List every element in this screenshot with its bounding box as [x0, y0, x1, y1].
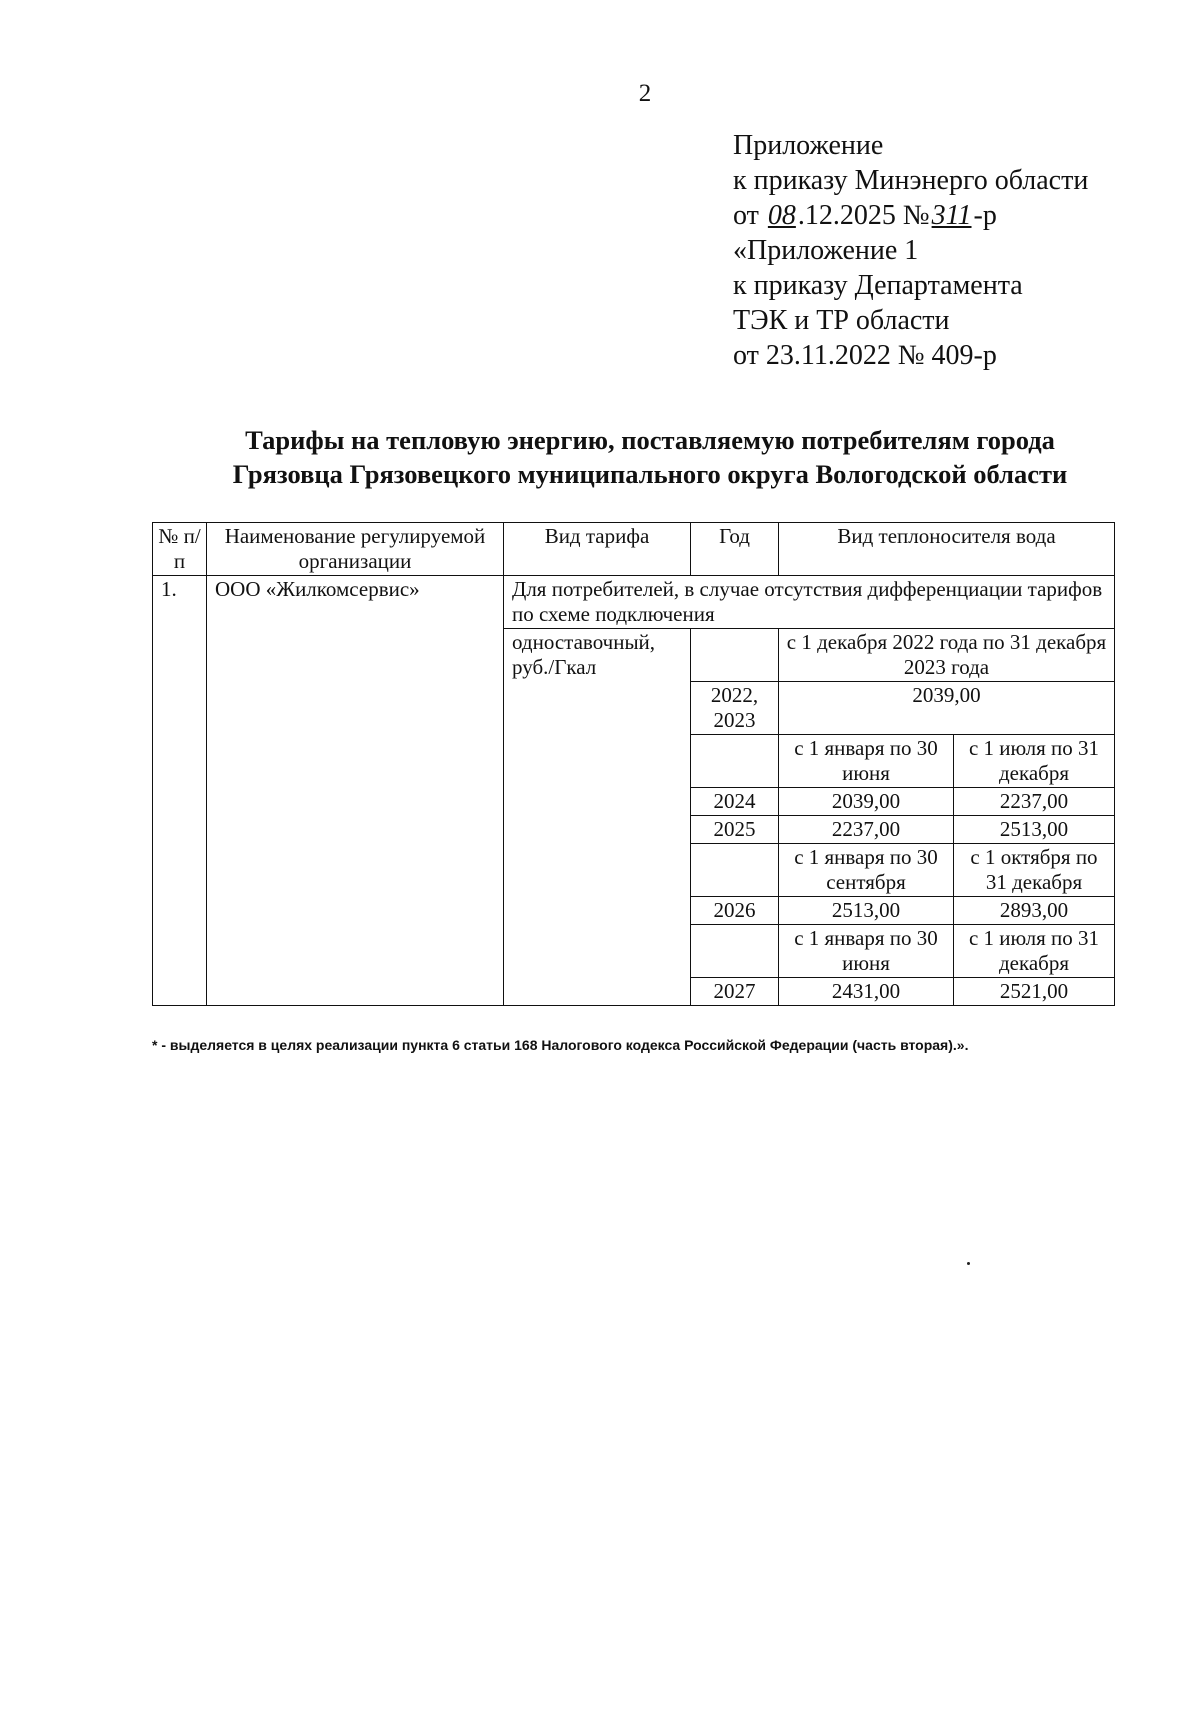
period-b1: с 1 января по 30 сентября [779, 844, 954, 897]
header-org: Наименование регулируемой организации [207, 523, 504, 576]
value-2024-1: 2039,00 [779, 788, 954, 816]
org-name: ООО «Жилкомсервис» [207, 576, 504, 1006]
row-number: 1. [153, 576, 207, 1006]
header-year: Год [691, 523, 779, 576]
period-c2: с 1 июля по 31 декабря [954, 925, 1115, 978]
value-2025-1: 2237,00 [779, 816, 954, 844]
document-title [150, 423, 1150, 491]
value-2024-2: 2237,00 [954, 788, 1115, 816]
year-2027: 2027 [691, 978, 779, 1006]
title-line-2: Грязовца Грязовецкого муниципального округа Вологодской области [232, 459, 1068, 489]
consumers-note: Для потребителей, в случае отсутствия дифференциации тарифов по схеме подключения [504, 576, 1115, 629]
header-num: № п/п [153, 523, 207, 576]
period-c1: с 1 января по 30 июня [779, 925, 954, 978]
appendix-line-2: к приказу Минэнерго области [733, 165, 1089, 196]
order-day-handwritten: 08 [767, 200, 796, 231]
title-line-1: Тарифы на тепловую энергию, поставляемую потребителям города [245, 425, 1055, 455]
stray-dot [967, 1262, 970, 1265]
appendix-header [733, 128, 1088, 373]
order-date-prefix: от [733, 200, 766, 231]
year-2024: 2024 [691, 788, 779, 816]
order-number-suffix: -р [973, 200, 997, 231]
order-date-middle: .12.2025 № [797, 200, 930, 231]
table-row [153, 576, 1115, 629]
empty-year-cell [691, 629, 779, 682]
appendix-line-7: от 23.11.2022 № 409-р [733, 340, 997, 371]
appendix-line-6: ТЭК и ТР области [733, 305, 950, 336]
empty-year-cell [691, 925, 779, 978]
value-2025-2: 2513,00 [954, 816, 1115, 844]
tariff-type: одноставочный, руб./Гкал [504, 629, 691, 1006]
table-header-row [153, 523, 1115, 576]
empty-year-cell [691, 735, 779, 788]
appendix-line-5: к приказу Департамента [733, 270, 1023, 301]
value-2022-2023: 2039,00 [779, 682, 1115, 735]
value-2027-2: 2521,00 [954, 978, 1115, 1006]
period-2022-2023: с 1 декабря 2022 года по 31 декабря 2023 года [779, 629, 1115, 682]
footnote: * - выделяется в целях реализации пункта 6 статьи 168 Налогового кодекса Российской Федерации (часть вторая).». [152, 1037, 969, 1053]
header-carrier: Вид теплоносителя вода [779, 523, 1115, 576]
appendix-line-4: «Приложение 1 [733, 235, 919, 266]
page-number: 2 [638, 80, 652, 107]
period-a2: с 1 июля по 31 декабря [954, 735, 1115, 788]
empty-year-cell [691, 844, 779, 897]
year-2025: 2025 [691, 816, 779, 844]
value-2027-1: 2431,00 [779, 978, 954, 1006]
tariff-table [152, 522, 1115, 1006]
period-a1: с 1 января по 30 июня [779, 735, 954, 788]
period-b2: с 1 октября по 31 декабря [954, 844, 1115, 897]
appendix-line-3 [733, 198, 1088, 233]
value-2026-1: 2513,00 [779, 897, 954, 925]
value-2026-2: 2893,00 [954, 897, 1115, 925]
appendix-line-1: Приложение [733, 130, 884, 161]
header-type: Вид тарифа [504, 523, 691, 576]
order-number-handwritten: 311 [931, 200, 972, 231]
year-2026: 2026 [691, 897, 779, 925]
year-2022-2023: 2022, 2023 [691, 682, 779, 735]
